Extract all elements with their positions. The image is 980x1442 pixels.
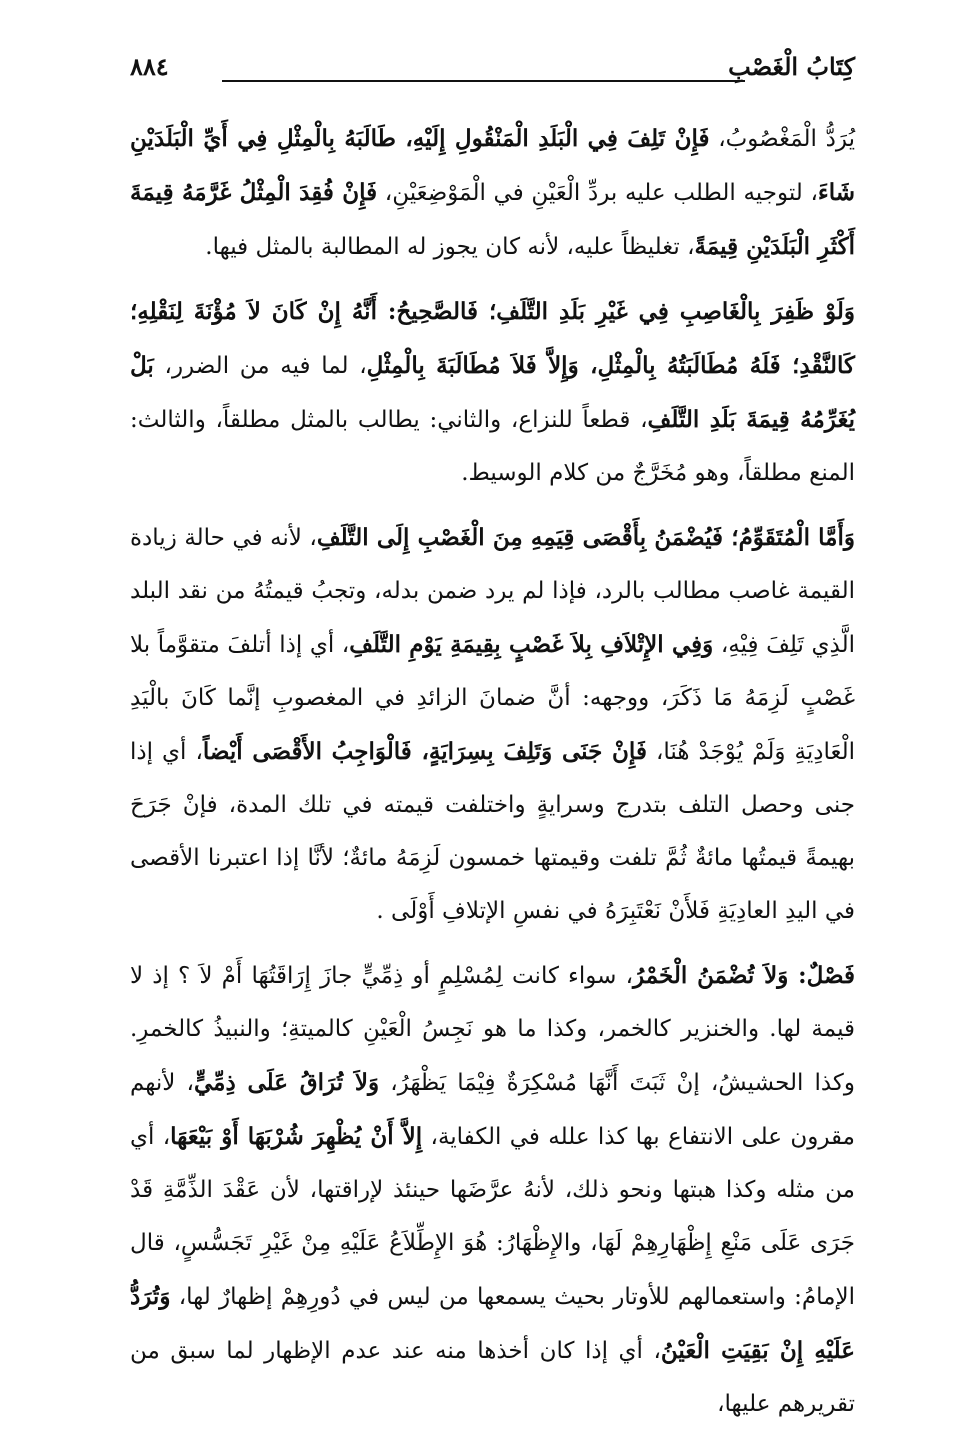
commentary-text: ، لأنهم مقرون على الانتفاع بها كذا علله في الكفاية، <box>130 1070 855 1150</box>
commentary-text: ، سواء كانت لِمُسْلِمٍ أو ذِمِّيٍّ جازَ إِرَاقَتُهَا أَمْ لاَ ؟ إذ لا قيمة لها. والخنزير كالخمر، وكذا ما هو نَجِسُ الْعَيْنِ كالميتةِ؛ والنبيذُ كالخمرِ. وكذا الحشيشُ، إنْ ثَبَتَ أَنَّهَا مُسْكِرَةٌ فِيْمَا يَظْهَرُ، <box>130 963 855 1096</box>
commentary-text: ، لتوجيه الطلب عليه بردِّ الْعَيْنِ في الْمَوْضِعَيْنِ، <box>377 180 818 206</box>
matn-text: وَفِي الإِتْلاَفِ بِلاَ غَصْبٍ بِقِيمَةِ يَوْمِ التَّلَفِ <box>349 631 714 658</box>
chapter-title: كِتَابُ الْغَصْبِ <box>728 52 855 81</box>
page-header <box>130 52 855 88</box>
commentary-text: ، أي إذا أتلفَ متقوَّماً بلا غَصْبٍ لَزِمَهُ مَا ذَكَرَ، ووجهه: أنَّ ضمانَ الزائدِ في المغصوبِ إنَّما كَانَ بالْيَدِ الْعَادِيَةِ وَلَمْ يُوْجَدْ هُنَا، <box>130 632 856 765</box>
matn-text: فَإِنْ تَلِفَ فِي الْبَلَدِ الْمَنْقُولِ إِلَيْهِ، طَالَبَهُ بِالْمِثْلِ فِي أَيِّ الْبَلَدَيْنِ شَاءَ <box>130 125 855 206</box>
matn-text: إِلاَّ أَنْ يُظْهِرَ شُرْبَهَا أَوْ بَيْعَهَا <box>170 1123 423 1150</box>
matn-text: وَلاَ تُرَاقُ عَلَى ذِمِّيٍّ <box>193 1069 380 1096</box>
matn-text: وَتُرَدُّ عَلَيْهِ إِنْ بَقِيَتِ الْعَيْنُ <box>130 1283 855 1364</box>
commentary-text: ، قطعاً للنزاع، والثاني: يطالب بالمثل مطلقاً، والثالث: المنع مطلقاً، وهو مُخَرَّجٌ من كلام الوسيط. <box>130 407 855 486</box>
text-paragraph <box>130 511 855 938</box>
text-paragraph <box>130 285 855 500</box>
page-number: ٨٨٤ <box>130 52 169 81</box>
matn-text: فَإِنْ جَنَى وَتَلِفَ بِسِرَايَةٍ، فَالْوَاجِبُ الأَقْصَى أَيْضاً <box>202 738 647 765</box>
page-body <box>130 112 855 1442</box>
commentary-text: ، لما فيه من الضرر، <box>153 353 367 379</box>
commentary-text: يُرَدُّ الْمَغْصُوبُ، <box>709 126 855 152</box>
commentary-text: ، أي إذا كان أخذها منه عند عدم الإظهار لما سبق من تقريرهم عليها، <box>130 1338 855 1417</box>
commentary-text: ، أي من مثله وكذا هبتها ونحو ذلك، لأنهُ عرَّضَها حينئذ لإراقتها، لأن عَقْدَ الذِّمَّةِ قَدْ جَرَى عَلَى مَنْعِ إِظْهَارِهِمْ لَهَا، والإِظْهَارُ: هُوَ الإِطِّلاَعُ عَلَيْهِ مِنْ غَيْرِ تَجَسُّسٍ، قال الإمامُ: واستعمالهم للأوتار بحيث يسمعها من ليس في دُورِهِمْ إظهارٌ لها، <box>130 1124 855 1310</box>
text-paragraph <box>130 949 855 1431</box>
matn-text: بَلْ يُغَرِّمُهُ قِيمَةَ بَلَدِ التَّلَفِ <box>130 352 855 433</box>
commentary-text: ، تغليظاً عليه، لأنه كان يجوز له المطالبة بالمثل فيها. <box>205 234 695 260</box>
matn-text: وَأَمَّا الْمُتَقَوِّمُ؛ فَيُضْمَنُ بِأَقْصَى قِيَمِهِ مِنَ الْغَصْبِ إِلَى التَّلَفِ <box>316 524 855 551</box>
header-rule <box>222 80 745 82</box>
matn-text: فَإِنْ فُقِدَ الْمِثْلُ غَرَّمَهُ قِيمَةَ أَكْثَرِ الْبَلَدَيْنِ قِيمَةً <box>130 179 855 260</box>
matn-text: وَلَوْ ظَفِرَ بِالْغَاصِبِ فِي غَيْرِ بَلَدِ التَّلَفِ؛ فَالصَّحِيحُ: أَنَّهُ إِنْ كَانَ لاَ مُؤْنَةَ لِنَقْلِهِ؛ كَالنَّقْدِ؛ فَلَهُ مُطَالَبَتُهُ بِالْمِثْلِ، وَإِلاَّ فَلاَ مُطَالَبَةَ بِالْمِثْلِ <box>130 298 855 379</box>
text-paragraph <box>130 112 855 274</box>
commentary-text: ، لأنه في حالة زيادة القيمة غاصب مطالب بالرد، فإذا لم يرد ضمن بدله، وتجبُ قيمتُهُ من نقد البلد الَّذِي تَلِفَ فِيْهِ، <box>130 525 855 658</box>
matn-text: فَصْلٌ: وَلاَ تُضْمَنُ الْخَمْرُ <box>633 962 856 989</box>
commentary-text: ، أي إذا جنى وحصل التلف بتدرج وسرايةٍ واختلفت قيمته في تلك المدة، فإنْ جَرَحَ بهيمةً قيمتُها مائةٌ ثُمَّ تلفت وقيمتها خمسون لَزِمَهُ مائةٌ؛ لأنَّا إذا اعتبرنا الأقصى في اليدِ العادِيَةِ فَلأَنْ نَعْتَبِرَهُ في نفسِ الإتلافِ أَوْلَى . <box>130 739 855 924</box>
